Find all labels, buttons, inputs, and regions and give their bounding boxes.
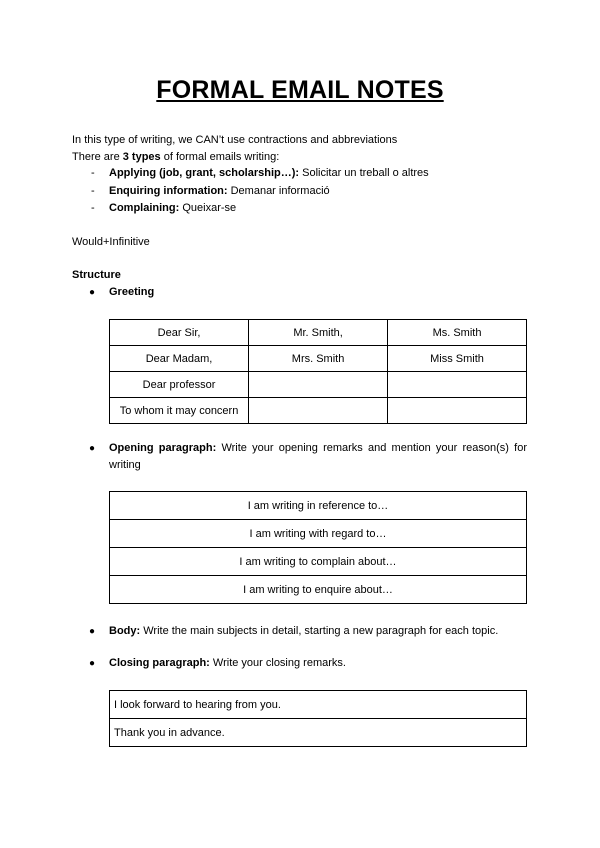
type-item-complaining: Complaining: Queixar-se [109, 202, 237, 214]
table-cell: I am writing in reference to… [110, 492, 527, 520]
table-cell [388, 398, 527, 424]
greeting-table [109, 319, 527, 424]
table-cell: Mr. Smith, [249, 320, 388, 346]
table-cell: Dear professor [110, 372, 249, 398]
bullet-icon: ● [89, 626, 96, 637]
table-row [110, 520, 527, 548]
table-cell: I am writing to complain about… [110, 548, 527, 576]
opening-paragraph-item: Opening paragraph: Write your opening remarks and mention your reason(s) for writing [109, 442, 527, 471]
dash-marker: - [91, 202, 95, 214]
table-cell [388, 372, 527, 398]
table-cell [249, 372, 388, 398]
table-row [110, 576, 527, 604]
table-row [110, 320, 527, 346]
would-infinitive-note: Would+Infinitive [72, 236, 150, 248]
page-title: FORMAL EMAIL NOTES [156, 76, 444, 104]
table-row [110, 548, 527, 576]
table-cell: Ms. Smith [388, 320, 527, 346]
table-cell: Thank you in advance. [110, 719, 527, 747]
type-item-enquiring: Enquiring information: Demanar informació [109, 185, 330, 197]
bullet-icon: ● [89, 443, 96, 454]
closing-paragraph-item: Closing paragraph: Write your closing remarks. [109, 657, 346, 669]
closing-phrases-table [109, 690, 527, 747]
table-row [110, 372, 527, 398]
greeting-label: Greeting [109, 286, 155, 298]
table-cell: Mrs. Smith [249, 346, 388, 372]
bullet-icon: ● [89, 658, 96, 669]
table-row [110, 719, 527, 747]
table-row [110, 398, 527, 424]
type-item-applying: Applying (job, grant, scholarship…): Solicitar un treball o altres [109, 167, 429, 179]
table-row [110, 691, 527, 719]
body-item: Body: Write the main subjects in detail, starting a new paragraph for each topic. [109, 625, 499, 637]
table-cell: I am writing to enquire about… [110, 576, 527, 604]
bullet-icon: ● [89, 287, 96, 298]
table-cell: To whom it may concern [110, 398, 249, 424]
table-cell: Miss Smith [388, 346, 527, 372]
table-cell: I look forward to hearing from you. [110, 691, 527, 719]
table-cell: I am writing with regard to… [110, 520, 527, 548]
intro-line-1: In this type of writing, we CAN’t use contractions and abbreviations [72, 134, 398, 146]
structure-heading: Structure [72, 269, 121, 281]
table-cell: Dear Madam, [110, 346, 249, 372]
intro-line-2: There are 3 types of formal emails writing: [72, 151, 280, 163]
dash-marker: - [91, 185, 95, 197]
table-row [110, 346, 527, 372]
table-row [110, 492, 527, 520]
opening-phrases-table [109, 491, 527, 604]
table-cell: Dear Sir, [110, 320, 249, 346]
table-cell [249, 398, 388, 424]
dash-marker: - [91, 167, 95, 179]
